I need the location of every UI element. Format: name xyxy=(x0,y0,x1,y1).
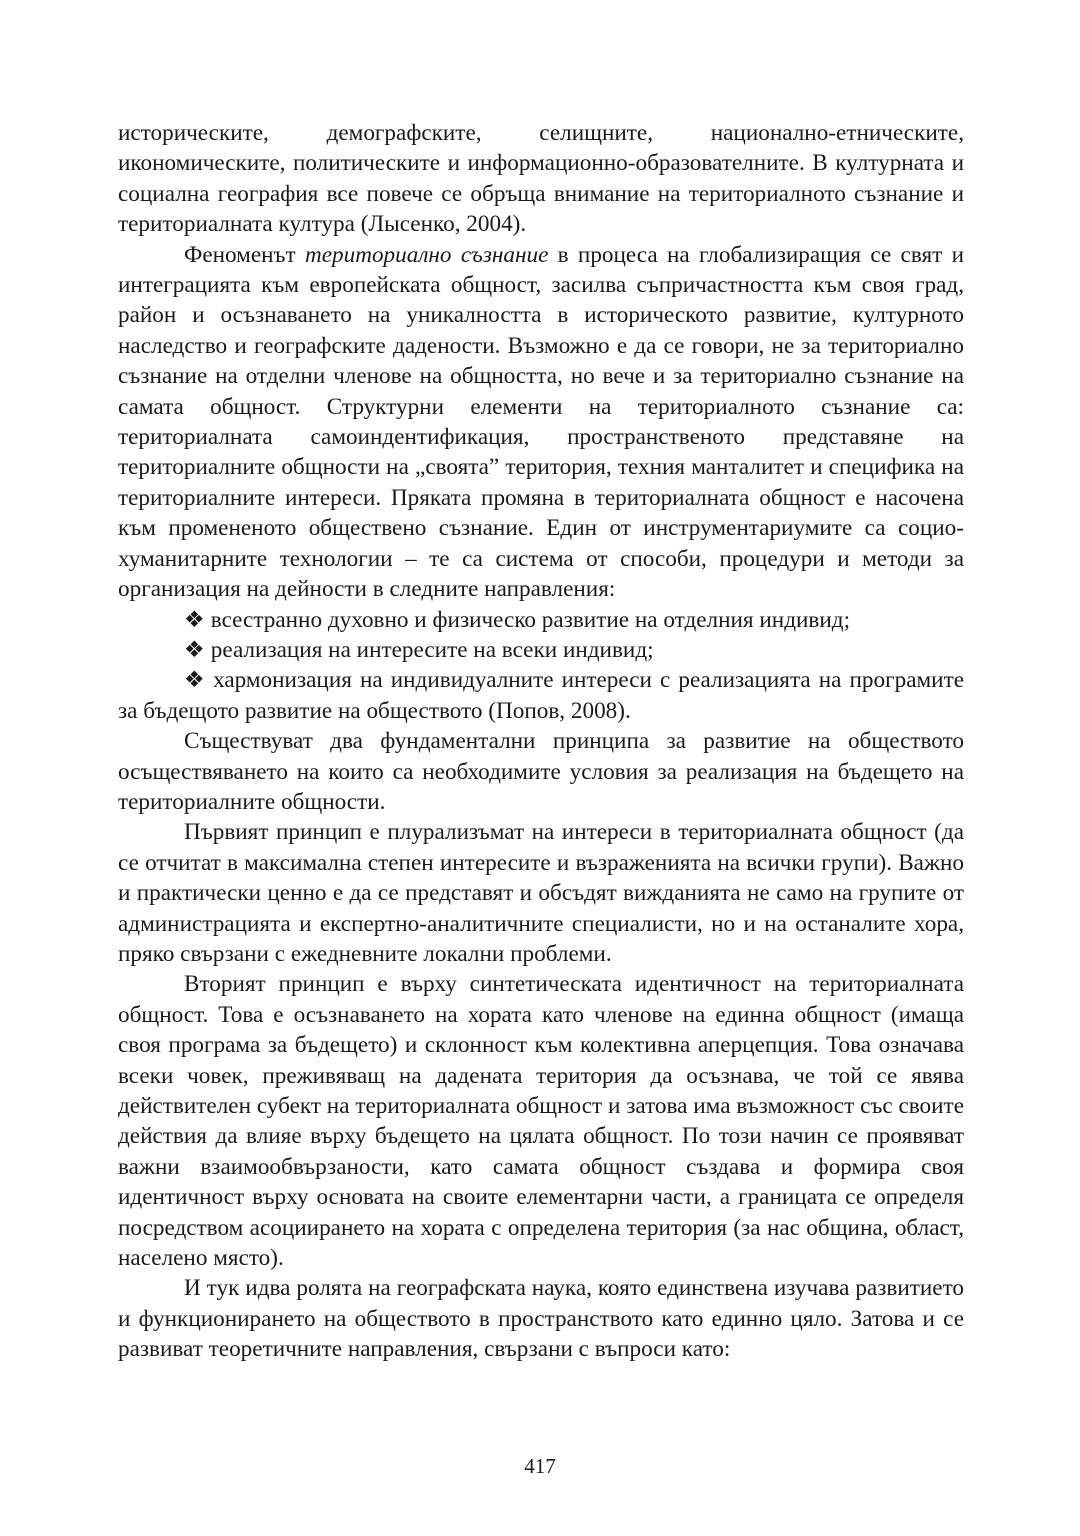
bullet-text-1: всестранно духовно и физическо развитие на отделния индивид; xyxy=(210,606,851,633)
paragraph-6: И тук идва ролята на географската наука, която единствена изучава развитието и функционирането на обществото в пространството като единно цяло. Затова и се развиват теоретичните направления, свързани с въпроси като: xyxy=(118,1275,964,1363)
paragraph-4: Първият принцип е плурализъмат на интереси в териториалната общност (да се отчитат в максимална степен интересите и възраженията на всички групи). Важно и практически ценно е да се представят и обсъдят вижданията не само на групите от администрацията и експертно-аналитичните специалисти, но и на останалите хора, пряко свързани с ежедневните локални проблеми. xyxy=(118,819,964,967)
bullet-text-3: хармонизация на индивидуалните интереси с реализацията на програмите за бъдещото развитие на обществото (Попов, 2008). xyxy=(118,667,964,724)
diamond-bullet-icon: ❖ xyxy=(184,636,205,663)
paragraph-3: Съществуват два фундаментални принципа за развитие на обществото осъществяването на които са необходимите условия за реализация на бъдещето на териториалните общности. xyxy=(118,728,964,815)
paragraph-1: историческите, демографските, селищните, национално-етническите, икономическите, политическите и информационно-образователните. В културната и социална география все повече се обръща внимание на териториалното съзнание и териториалната култура (Лысенко, 2004). xyxy=(118,120,964,238)
italic-term: териториално съзнание xyxy=(304,241,549,268)
paragraph-5: Вторият принцип е върху синтетическата идентичност на териториалната общност. Това е осъзнаването на хората като членове на единна общност (имаща своя програма за бъдещето) и склонност към колективна аперцепция. Това означава всеки човек, преживяващ на дадената територия да осъзнава, че той се явява действителен субект на териториалната общност и затова има възможност със своите действия да влияе върху бъдещето на цялата общност. По този начин се проявяват важни взаимообвързаности, като самата общност създава и формира своя идентичност върху основата на своите елементарни части, а границата се определя посредством асоциирането на хората с определена територия (за нас община, област, населено място). xyxy=(118,971,964,1272)
bullet-text-2: реализация на интересите на всеки индивид; xyxy=(210,636,654,663)
diamond-bullet-icon: ❖ xyxy=(184,667,208,694)
paragraph-2-start: Феноменът xyxy=(184,241,305,268)
bullet-item-1 xyxy=(118,605,964,635)
paragraph-2 xyxy=(118,240,964,605)
body-text xyxy=(118,118,964,1365)
paragraph-2-rest: в процеса на глобализиращия се свят и интеграцията към европейската общност, засилва съпричастността към своя град, район и осъзнаването на уникалността в историческото развитие, културното наследство и географските дадености. Възможно е да се говори, не за териториално съзнание на отделни членове на общността, но вече и за териториално съзнание на самата общност. Структурни елементи на териториалното съзнание са: териториалната самоиндентификация, пространственото представяне на териториалните общности на „своята” територия, техния манталитет и специфика на териториалните интереси. Пряката промяна в териториалната общност е насочена към промененото обществено съзнание. Един от инструментариумите са социо-хуманитарните технологии – те са система от способи, процедури и методи за организация на дейности в следните направления: xyxy=(118,241,964,603)
bullet-item-2 xyxy=(118,635,964,665)
page-number: 417 xyxy=(524,1454,556,1478)
bullet-item-3 xyxy=(118,665,964,726)
diamond-bullet-icon: ❖ xyxy=(184,606,205,633)
